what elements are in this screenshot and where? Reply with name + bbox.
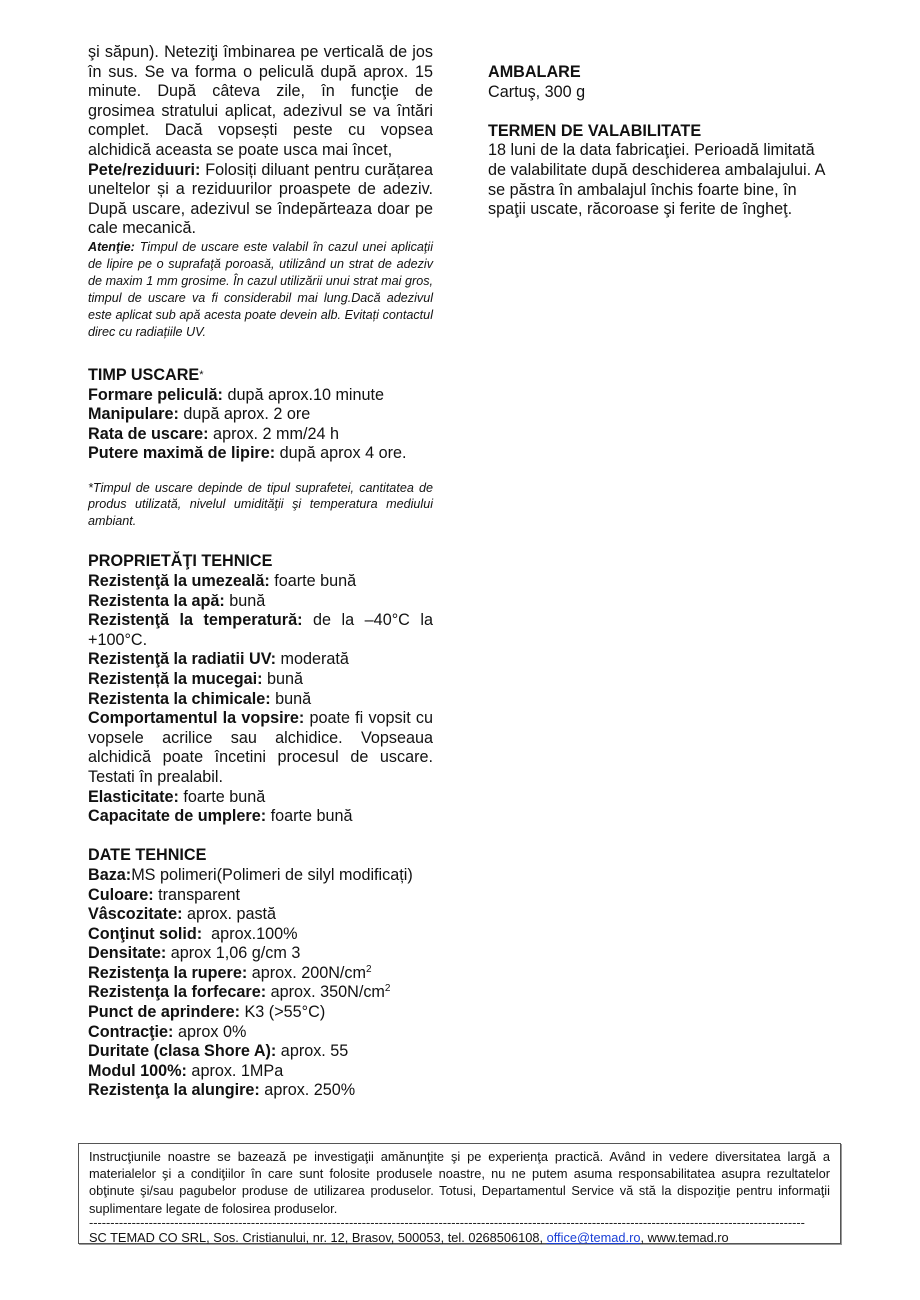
spec-row: Rezistenţă la umezeală: foarte bună [88,572,357,590]
company-contact [89,1229,830,1246]
separator-line: ------------------------------------------------------------------------------------------------------------------------------------------------------------------------ [89,1216,805,1229]
spec-row: Rata de uscare: aprox. 2 mm/24 h [88,424,340,443]
stains-label: Pete/reziduuri: [88,160,201,179]
packaging-heading: AMBALARE [488,63,581,81]
drying-time-section [88,366,433,529]
spec-row: Capacitate de umplere: foarte bună [88,807,353,826]
spec-row: Rezistenta la apă: bună [88,591,266,610]
left-column [88,43,433,1101]
drying-time-footnote: *Timpul de uscare depinde de tipul suprafetei, cantitatea de produs utilizată, nivelul umidităţii şi temperatura mediului ambiant. [88,480,433,528]
shelf-life-heading: TERMEN DE VALABILITATE [488,121,702,140]
spec-row: Densitate: aprox 1,06 g/cm 3 [88,944,301,963]
superscript: 2 [366,963,372,975]
technical-data-section [88,846,433,1101]
spec-row: Manipulare: după aprox. 2 ore [88,405,311,424]
spec-row: Contracţie: aprox 0% [88,1022,247,1041]
spec-row: Putere maximă de lipire: după aprox 4 ore. [88,444,407,463]
attention-note [88,239,433,341]
contact-address: SC TEMAD CO SRL, Sos. Cristianului, nr. 12, Brasov, 500053, tel. 0268506108, [89,1229,547,1245]
spec-row: Formare peliculă: după aprox.10 minute [88,385,385,404]
spec-row: Punct de aprindere: K3 (>55°C) [88,1003,326,1022]
technical-properties-heading: PROPRIETĂŢI TEHNICE [88,552,273,571]
disclaimer-box [78,1143,841,1244]
packaging-text: Cartuş, 300 g [488,82,586,101]
spec-row: Vâscozitate: aprox. pastă [88,905,277,924]
spec-row: Rezistenţă la temperatură: de la –40°C la +100°C. [88,611,433,649]
spec-row: Modul 100%: aprox. 1MPa [88,1061,284,1080]
stains-text: Folosiți diluant pentru curățarea uneltelor și a reziduurilor proaspete de adeziv. După uscare, adezivul se îndepărteaza doar pe cale mecanică. [88,160,433,238]
spec-row: Rezistenţa la rupere: aprox. $200N/cm^2$ [88,963,372,982]
spec-row: Comportamentul la vopsire: poate fi vopsit cu vopsele acrilice sau alchidice. Vopseaua alchidică poate încetini procesul de uscare. Testati în prealabil. [88,709,434,786]
spec-row: Duritate (clasa Shore A): aprox. 55 [88,1042,349,1061]
email-link[interactable]: office@temad.ro [546,1229,641,1245]
spec-row: Baza:MS polimeri(Polimeri de silyl modificați) [88,865,413,884]
drying-time-heading: TIMP USCARE* [88,365,204,384]
stains-paragraph [88,161,433,239]
shelf-life-section [488,122,833,220]
spec-row: Culoare: transparent [88,885,241,904]
spec-row: Rezistenţa la forfecare: aprox. $350N/cm^2$ [88,983,391,1002]
footnote-marker: * [199,368,204,381]
technical-properties-section [88,552,433,826]
attention-text: Timpul de uscare este valabil în cazul unei aplicaţii de lipire pe o suprafaţă poroasă, utilizând un strat de adeziv de maxim 1 mm grosime. În cazul utilizării unui strat mai gros, timpul de uscare va fi considerabil mai lung.Dacă adezivul este aplicat sub apă acesta poate devein alb. Evitați contactul direc cu radiațiile UV. [88,239,433,339]
technical-data-heading: DATE TEHNICE [88,846,207,865]
disclaimer-text: Instrucţiunile noastre se bazează pe investigaţii amănunţite şi pe experienţa practică. Având in vedere diversitatea largă a materialelor şi a condiţiilor în care sunt folosite produsele noastre, nu ne putem asuma responsabilitatea asupra rezultatelor obţinute şi/sau pagubelor produse de utilizarea produselor. Totusi, Departamentul Service vă stă la dispoziţie pentru informaţii suplimentare legate de folosirea produselor. [89,1149,830,1216]
attention-label: Atenţie: [88,239,135,254]
application-paragraph: şi săpun). Neteziţi îmbinarea pe verticală de jos în sus. Se va forma o peliculă după aprox. 15 minute. După câteva zile, în funcţie de grosimea stratului aplicat, adezivul se va întări complet. Dacă vopsești peste cu vopsea alchidică aceasta se poate usca mai încet, [88,43,433,159]
contact-website: , www.temad.ro [640,1229,729,1245]
spec-row: Rezistenta la chimicale: bună [88,689,312,708]
right-column [488,63,833,220]
superscript: 2 [384,983,391,995]
spec-row: Rezistenţă la radiatii UV: moderată [88,650,349,669]
shelf-life-text: 18 luni de la data fabricaţiei. Perioadă limitată de valabilitate după deschiderea ambalajului. A se păstra în ambalajul închis foarte bine, în spaţii uscate, răcoroase şi ferite de îngheţ. [488,141,825,219]
spec-row: Elasticitate: foarte bună [88,787,266,806]
spec-row: Rezistență la mucegai: bună [88,669,304,688]
spec-row: Rezistenţa la alungire: aprox. 250% [88,1081,356,1100]
spec-row: Conţinut solid: aprox.100% [88,924,298,943]
packaging-section [488,63,833,102]
